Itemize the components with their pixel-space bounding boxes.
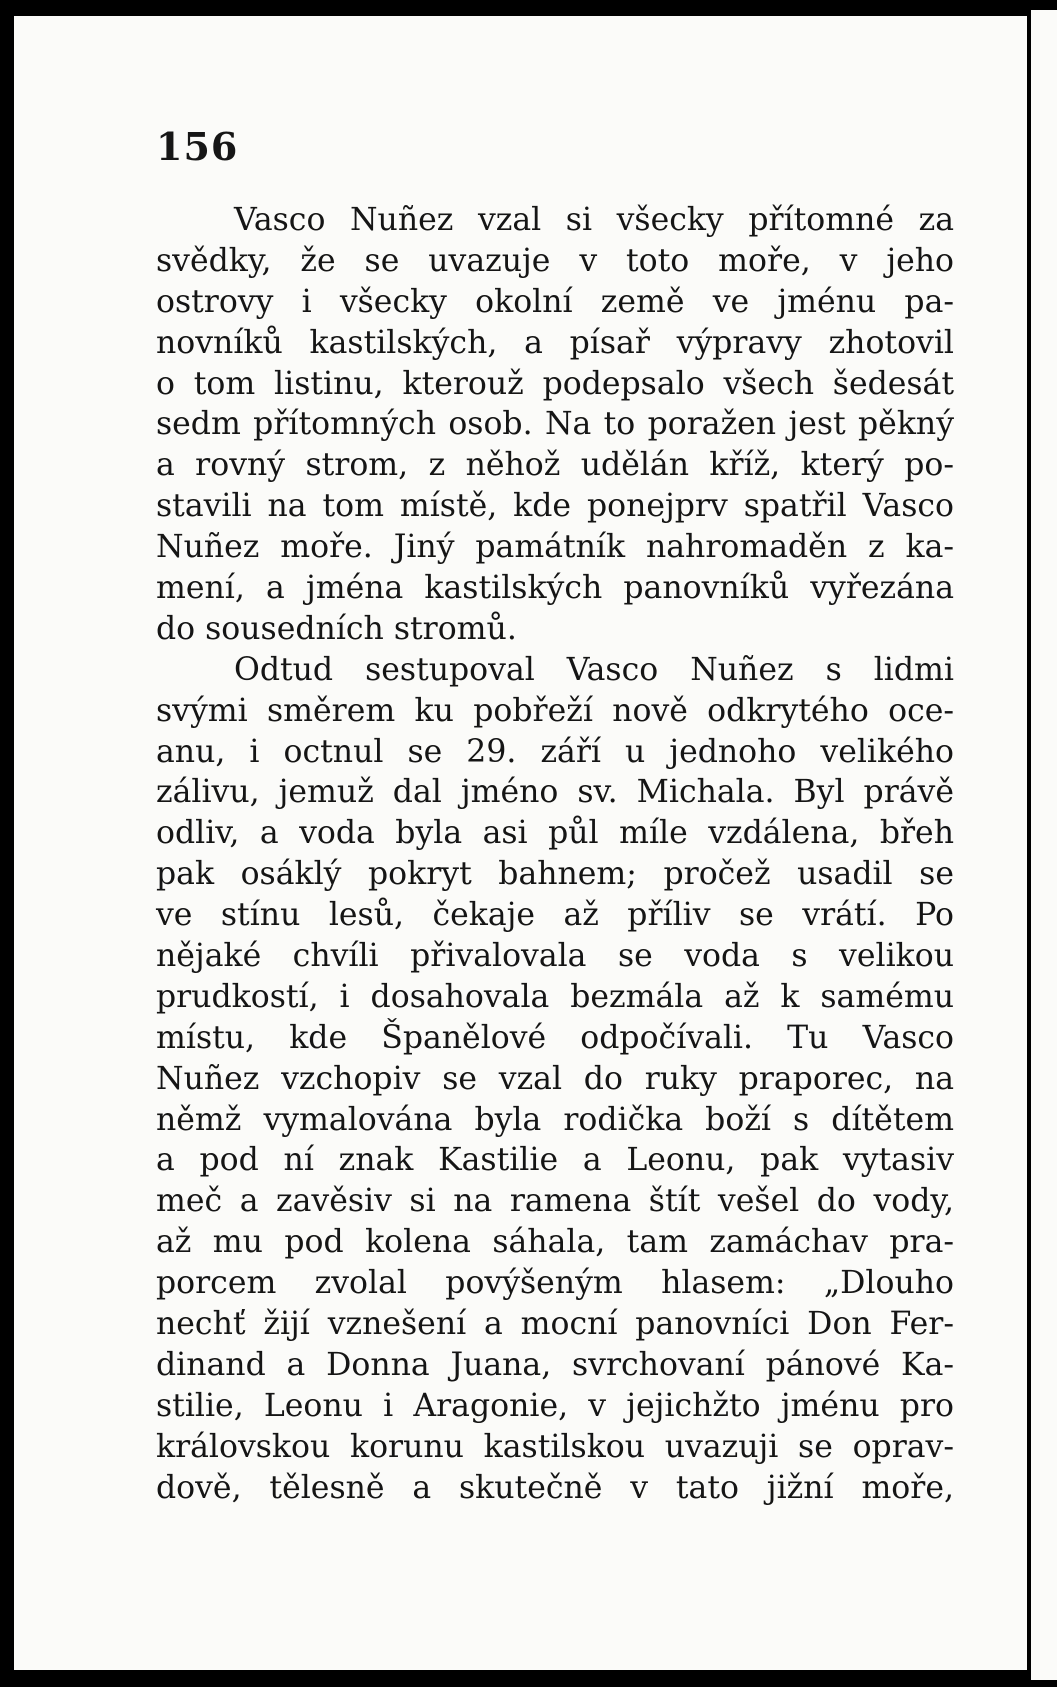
text-line: do sousedních stromů. bbox=[156, 610, 517, 647]
text-line: ve stínu lesů, čekaje až příliv se vrátí. Po bbox=[156, 897, 954, 934]
text-line: pak osáklý pokryt bahnem; pročež usadil se bbox=[156, 856, 954, 893]
body-text bbox=[156, 200, 954, 1509]
text-line: Nuñez vzchopiv se vzal do ruky praporec, na bbox=[156, 1060, 954, 1097]
text-line: nechť žijí vznešení a mocní panovníci Don Fer- bbox=[156, 1306, 954, 1343]
text-line: královskou korunu kastilskou uvazuji se oprav- bbox=[156, 1428, 954, 1465]
text-line: nějaké chvíli přivalovala se voda s velikou bbox=[156, 938, 954, 975]
text-line: a pod ní znak Kastilie a Leonu, pak vytasiv bbox=[156, 1142, 954, 1179]
text-line: prudkostí, i dosahovala bezmála až k samému bbox=[156, 978, 954, 1015]
book-page bbox=[14, 16, 1027, 1670]
text-line: mení, a jména kastilských panovníků vyřezána bbox=[156, 570, 954, 607]
text-line: novníků kastilských, a písař výpravy zhotovil bbox=[156, 324, 954, 361]
text-line: dinand a Donna Juana, svrchovaní pánové Ka- bbox=[156, 1346, 954, 1383]
text-line: němž vymalována byla rodička boží s dítětem bbox=[156, 1101, 954, 1138]
text-line: svými směrem ku pobřeží nově odkrytého oce- bbox=[156, 692, 954, 729]
text-line: stilie, Leonu i Aragonie, v jejichžto jménu pro bbox=[156, 1387, 954, 1424]
text-line: ostrovy i všecky okolní země ve jménu pa- bbox=[156, 283, 954, 320]
text-line: porcem zvolal povýšeným hlasem: „Dlouho bbox=[156, 1265, 954, 1302]
text-line: anu, i octnul se 29. září u jednoho velikého bbox=[156, 733, 954, 770]
text-line: Nuñez moře. Jiný památník nahromaděn z ka- bbox=[156, 529, 954, 566]
text-line: meč a zavěsiv si na ramena štít vešel do vody, bbox=[156, 1183, 954, 1220]
text-line: sedm přítomných osob. Na to poražen jest pěkný bbox=[156, 406, 954, 443]
text-line: stavili na tom místě, kde ponejprv spatřil Vasco bbox=[156, 488, 954, 525]
text-line: Odtud sestupoval Vasco Nuñez s lidmi bbox=[234, 651, 954, 688]
text-line: místu, kde Španělové odpočívali. Tu Vasco bbox=[156, 1019, 954, 1056]
text-line: až mu pod kolena sáhala, tam zamáchav pra- bbox=[156, 1224, 954, 1261]
text-line: o tom listinu, kterouž podepsalo všech šedesát bbox=[156, 365, 954, 402]
text-line: zálivu, jemuž dal jméno sv. Michala. Byl právě bbox=[156, 774, 954, 811]
text-line: dově, tělesně a skutečně v tato jižní moře, bbox=[156, 1469, 954, 1506]
text-line: odliv, a voda byla asi půl míle vzdálena, břeh bbox=[156, 815, 954, 852]
text-line: Vasco Nuñez vzal si všecky přítomné za bbox=[234, 202, 954, 238]
page-number: 156 bbox=[156, 124, 239, 169]
text-line: svědky, že se uvazuje v toto moře, v jeho bbox=[156, 242, 954, 279]
text-line: a rovný strom, z něhož udělán kříž, který po- bbox=[156, 447, 954, 484]
page-edge bbox=[1031, 10, 1057, 1680]
